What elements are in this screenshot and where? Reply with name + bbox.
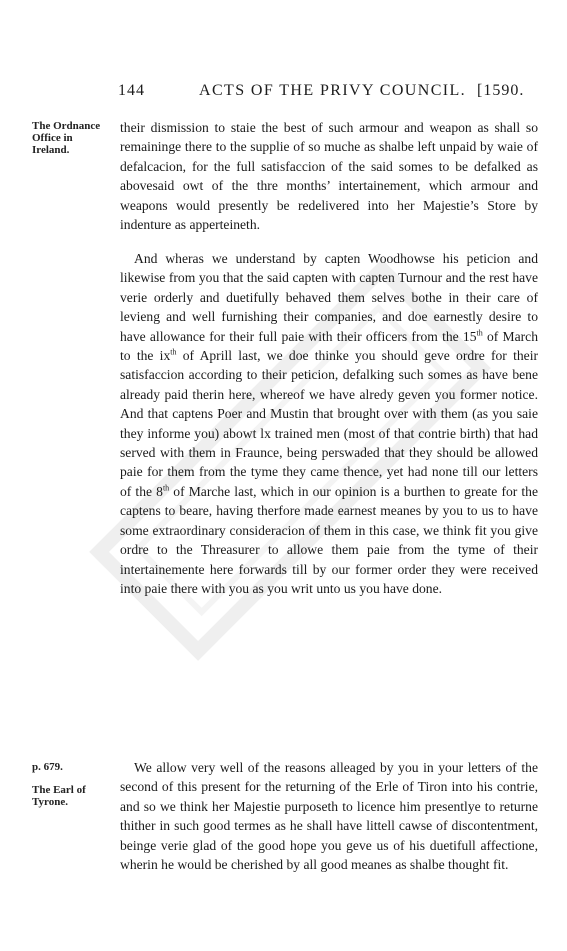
year-marker: [1590. [477, 82, 525, 99]
page-header [0, 82, 567, 104]
paragraph-2 [120, 249, 538, 598]
superscript-th: th [162, 483, 170, 493]
page-number: 144 [118, 82, 145, 99]
margin-note-ordnance: The Ordnance Office in Ireland. [32, 120, 101, 156]
paragraph-1-text: their dismission to staie the best of such armour and weapon as shall so remaininge there to the supplie of so muche as shalbe left unpaid by waie of defalcacion, for the full satisfaccion of the said somes to be defalked as abovesaid owt of the thre months’ intertainement, which armour and weapons would presently be redelivered into her Majestie’s Store by indenture as apperteineth. [120, 120, 538, 233]
paragraph-3-text: We allow very well of the reasons alleaged by you in your letters of the second of this present for the returning of the Erle of Tiron into his contrie, and so we think her Majestie purposeth to licence him presentlye to returne thither in such good termes as he shall have littell cawse of discontentment, beinge verie glad of the good hope you geve us of his duetifull affectione, wherin he would be cherished by all good meanes as shalbe thought fit. [120, 760, 538, 873]
running-title: ACTS OF THE PRIVY COUNCIL. [199, 82, 467, 99]
paragraph-2-part-a: And wheras we understand by capten Woodhowse his peticion and likewise from you that the said capten with capten Turnour and the rest have verie orderly and duetifully behaved them selves bothe in their care of levieng and well furnishing their companies, and doe earnestly desire to have allowance for their full paie with their officers from the 15 [120, 251, 538, 344]
paragraph-2-text [120, 249, 538, 598]
paragraph-2-part-b: of March to the ix [120, 328, 538, 364]
margin-note-earl: The Earl of Tyrone. [32, 784, 86, 808]
superscript-th: th [476, 328, 483, 338]
paragraph-2-part-d: of Marche last, which in our opinion is a burthen to greate for the captens to beare, having therfore made earnest meanes by you to us to have some extraordinary consideracion of them in this case, we think fit you give ordre to the Threasurer to allowe them paie from the tyme of their intertainemente here forwards till by our former order they were received into paie there with you as you writ unto us you have done. [120, 483, 539, 596]
margin-note-page-ref: p. 679. [32, 761, 63, 773]
paragraph-1 [120, 118, 538, 234]
paragraph-3 [120, 758, 538, 874]
superscript-th: th [170, 347, 177, 357]
paragraph-2-part-c: of Aprill last, we doe thinke you should geve ordre for their satisfaccion according to their peticion, defalking such somes as have bene already paid therin here, whereof we have alredy geven you former notice. And that captens Poer and Mustin that brought over with them (as you saie they informe you) abowt lx trained men (most of that contrie birth) that had served with them in Fraunce, being perswaded that they should be allowed paie for them from the tyme they came thence, yet had none till our letters of the 8 [120, 348, 538, 499]
